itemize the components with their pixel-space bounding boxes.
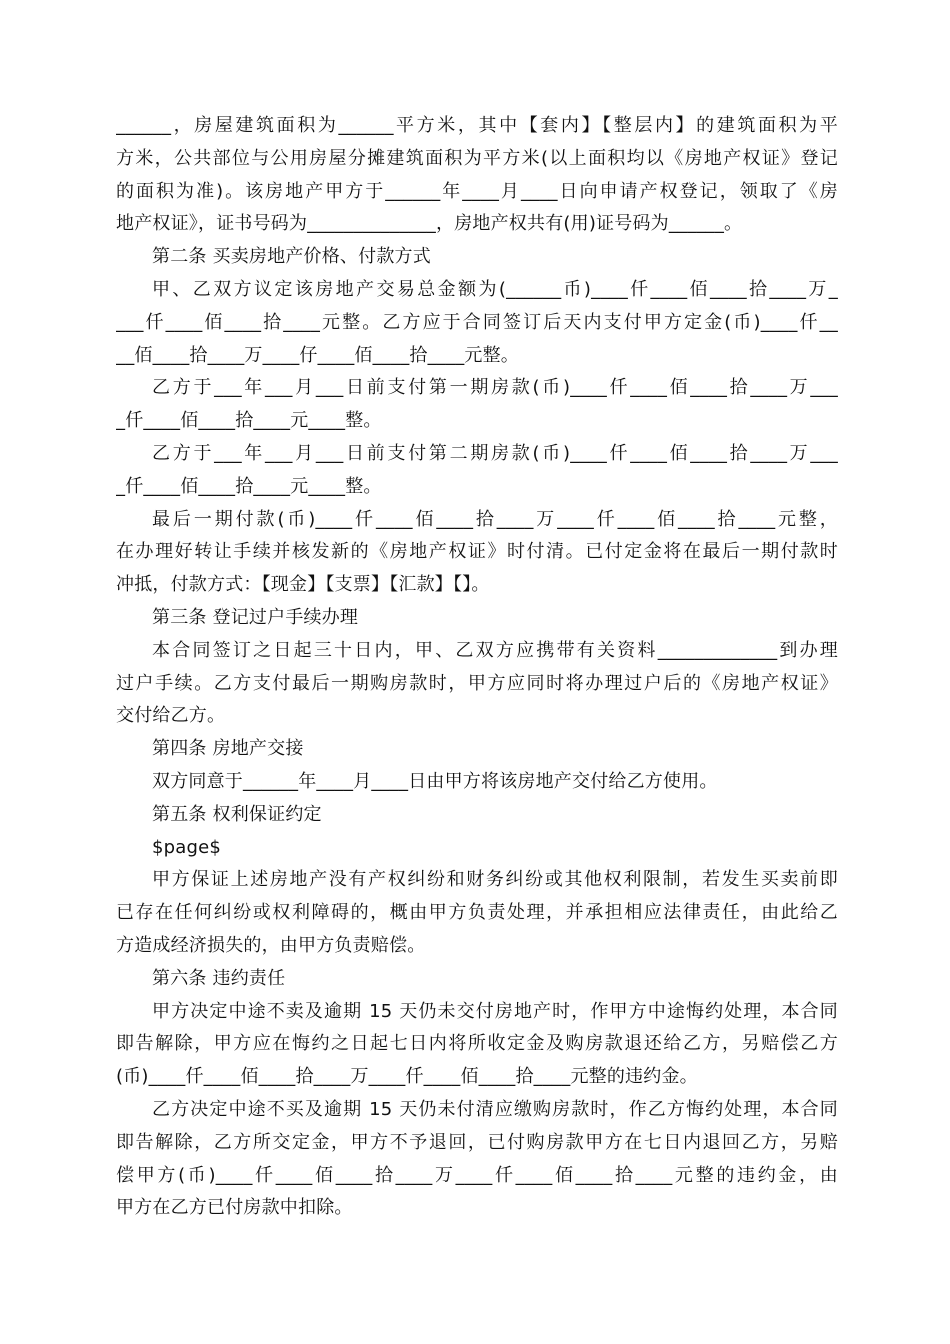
document-line: 甲方决定中途不卖及逾期 15 天仍未交付房地产时，作甲方中途悔约处理，本合同 [152,1000,838,1022]
document-line: $page$ [152,836,222,858]
document-line: 本合同签订之日起三十日内，甲、乙双方应携带有关资料_____________到办理 [152,639,838,661]
document-line: ______，房屋建筑面积为______平方米，其中【套内】【整层内】的建筑面积为平 [116,115,838,136]
document-line: 的面积为准)。该房地产甲方于______年____月____日向申请产权登记，领取了《房 [116,180,838,202]
document-line: 方造成经济损失的，由甲方负责赔偿。 [116,934,426,956]
document-line: 即告解除，乙方所交定金，甲方不予退回，已付购房款甲方在七日内退回乙方，另赔 [116,1131,838,1153]
document-line: __佰____拾____万____仔____佰____拾____元整。 [116,344,519,366]
section-heading: 第六条 违约责任 [152,967,286,989]
section-heading: 第五条 权利保证约定 [152,803,322,825]
document-line: 甲方在乙方已付房款中扣除。 [116,1197,353,1219]
document-line: 乙方决定中途不买及逾期 15 天仍未付清应缴购房款时，作乙方悔约处理，本合同 [152,1098,838,1120]
document-line: (币)____仟____佰____拾____万____仟____佰____拾____元整的违约金。 [116,1066,698,1088]
document-line: 双方同意于______年____月____日由甲方将该房地产交付给乙方使用。 [152,770,718,792]
section-heading: 第三条 登记过户手续办理 [152,606,359,628]
document-line: ___仟____佰____拾____元整。乙方应于合同签订后天内支付甲方定金(币)____仟__ [116,311,838,333]
document-line: 交付给乙方。 [116,705,226,727]
document-line: 地产权证》，证书号码为______________，房地产权共有(用)证号码为______。 [116,213,743,235]
document-line: 乙方于___年___月___日前支付第一期房款(币)____仟____佰____拾____万___ [152,377,838,399]
document-line: _仟____佰____拾____元____整。 [116,410,382,432]
document-line: 偿甲方(币)____仟____佰____拾____万____仟____佰____拾____元整的违约金，由 [116,1164,838,1186]
document-body [116,110,838,1225]
document-line: 甲、乙双方议定该房地产交易总金额为(______币)____仟____佰____拾____万_ [152,278,838,300]
document-line: 已存在任何纠纷或权利障碍的，概由甲方负责处理，并承担相应法律责任，由此给乙 [116,902,838,924]
document-line: 过户手续。乙方支付最后一期购房款时，甲方应同时将办理过户后的《房地产权证》 [116,672,838,694]
document-line: 最后一期付款(币)____仟____佰____拾____万____仟____佰____拾____元整， [152,508,838,530]
document-line: 乙方于___年___月___日前支付第二期房款(币)____仟____佰____拾____万___ [152,442,838,464]
document-line: 即告解除，甲方应在悔约之日起七日内将所收定金及购房款退还给乙方，另赔偿乙方 [116,1033,838,1055]
section-heading: 第四条 房地产交接 [152,738,304,760]
document-line: 甲方保证上述房地产没有产权纠纷和财务纠纷或其他权利限制，若发生买卖前即 [152,869,838,891]
section-heading: 第二条 买卖房地产价格、付款方式 [152,246,431,268]
document-line: 方米，公共部位与公用房屋分摊建筑面积为平方米(以上面积均以《房地产权证》登记 [116,147,838,169]
document-line: _仟____佰____拾____元____整。 [116,475,382,497]
document-line: 在办理好转让手续并核发新的《房地产权证》时付清。已付定金将在最后一期付款时 [116,541,838,563]
document-line: 冲抵，付款方式：【现金】【支票】【汇款】【】。 [116,574,490,596]
